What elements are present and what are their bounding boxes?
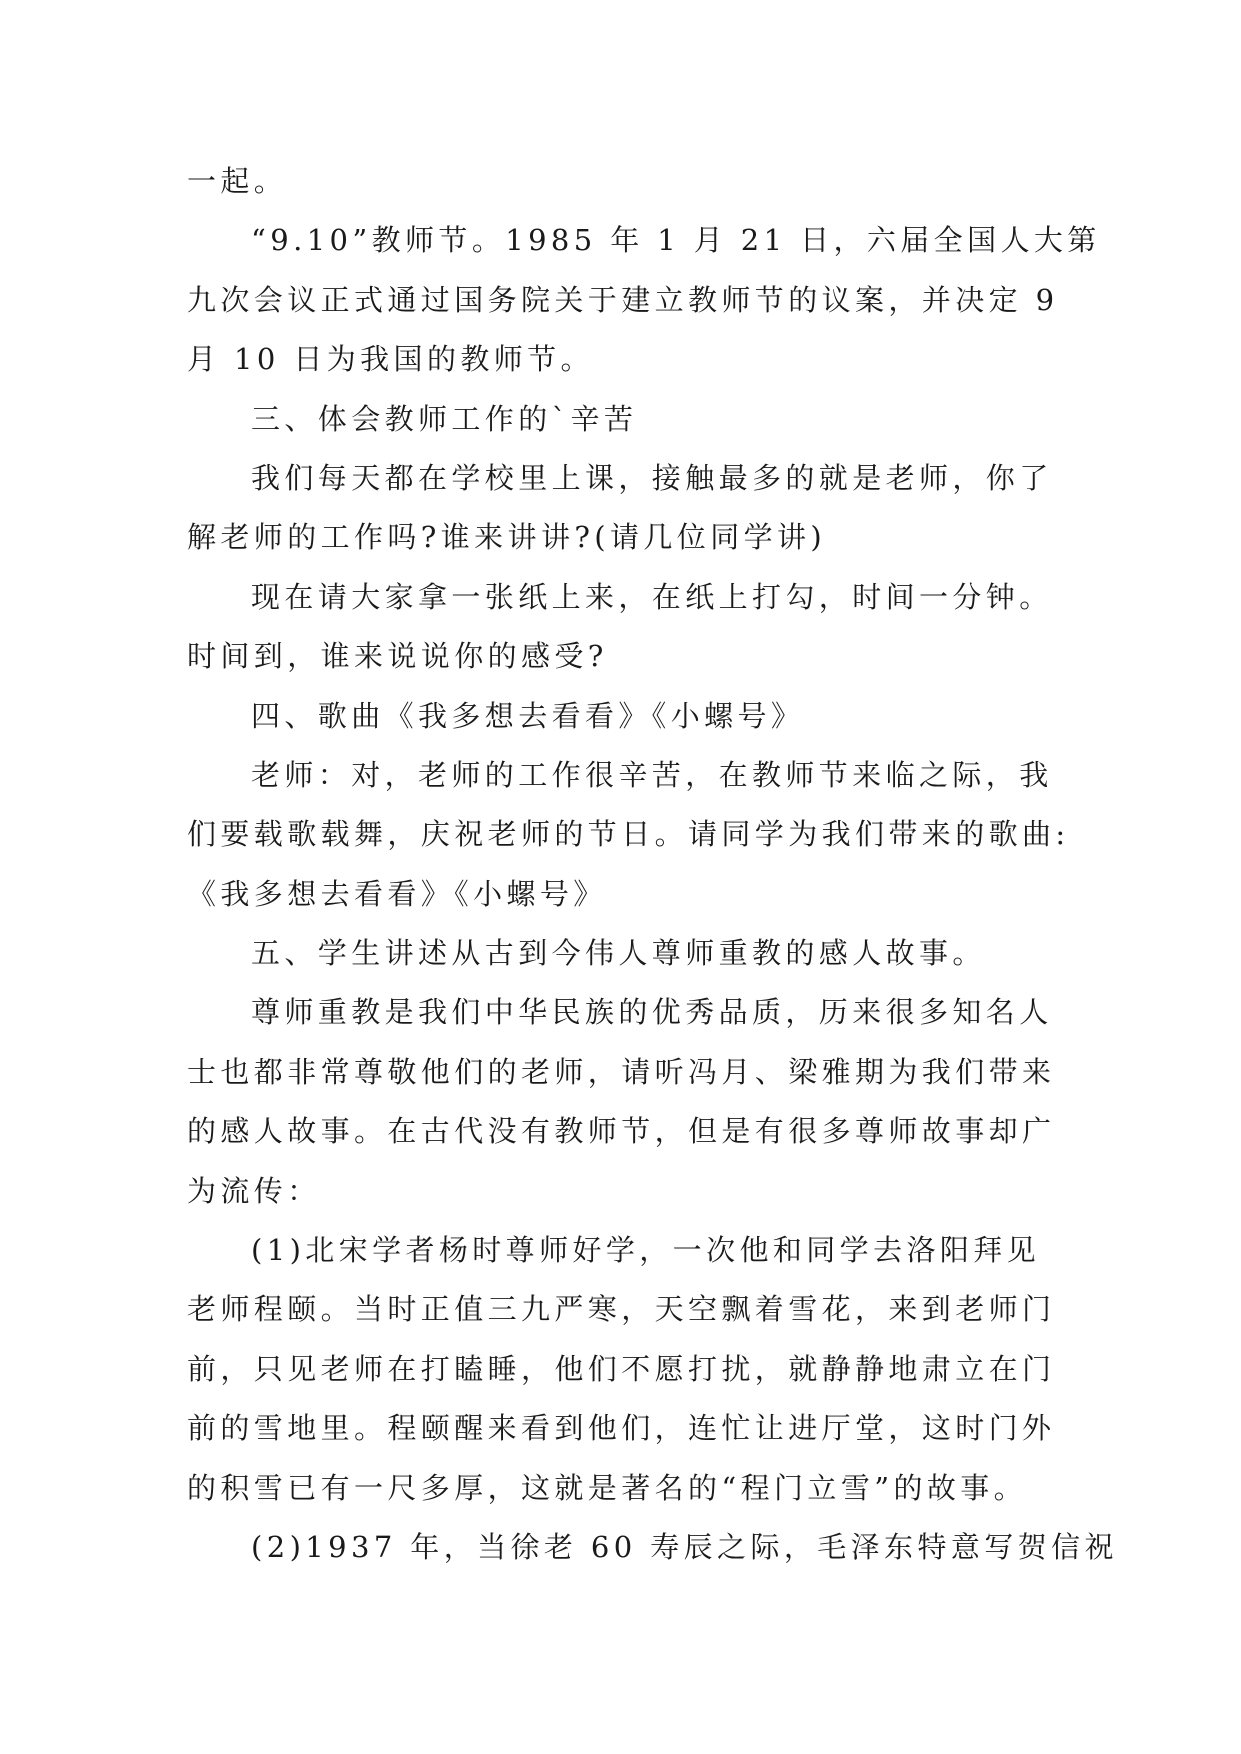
text-line: 我们每天都在学校里上课，接触最多的就是老师，你了 <box>251 460 1053 495</box>
document-body <box>187 152 1118 1577</box>
text-line: 三、体会教师工作的`辛苦 <box>251 401 638 436</box>
text-line: (2)1937 年，当徐老 60 寿辰之际，毛泽东特意写贺信祝 <box>251 1529 1118 1564</box>
text-line: 五、学生讲述从古到今伟人尊师重教的感人故事。 <box>251 936 986 971</box>
text-line: 《我多想去看看》《小螺号》 <box>187 876 607 911</box>
text-line: 解老师的工作吗?谁来讲讲?(请几位同学讲) <box>187 520 827 555</box>
text-line: 月 10 日为我国的教师节。 <box>187 342 594 377</box>
text-line: 前的雪地里。程颐醒来看到他们，连忙让进厅堂，这时门外 <box>187 1411 1056 1446</box>
text-line: 的感人故事。在古代没有教师节，但是有很多尊师故事却广 <box>187 1114 1056 1149</box>
text-line: 尊师重教是我们中华民族的优秀品质，历来很多知名人 <box>251 995 1053 1030</box>
text-line: 前，只见老师在打瞌睡，他们不愿打扰，就静静地肃立在门 <box>187 1351 1056 1386</box>
text-line: 老师：对，老师的工作很辛苦，在教师节来临之际，我 <box>251 757 1053 792</box>
text-line: 现在请大家拿一张纸上来，在纸上打勾，时间一分钟。 <box>251 579 1053 614</box>
text-line: 为流传： <box>187 1173 321 1208</box>
text-line: 四、歌曲《我多想去看看》《小螺号》 <box>251 698 805 733</box>
text-line: 士也都非常尊敬他们的老师，请听冯月、梁雅期为我们带来 <box>187 1054 1056 1089</box>
text-line: 九次会议正式通过国务院关于建立教师节的议案，并决定 9 <box>187 282 1059 317</box>
text-line: 一起。 <box>187 164 288 198</box>
text-line: “9.10”教师节。1985 年 1 月 21 日，六届全国人大第 <box>251 223 1101 258</box>
text-line: 的积雪已有一尺多厚，这就是著名的“程门立雪”的故事。 <box>187 1470 1028 1505</box>
text-line: 时间到，谁来说说你的感受? <box>187 639 608 674</box>
text-line: (1)北宋学者杨时尊师好学，一次他和同学去洛阳拜见 <box>251 1233 1041 1268</box>
text-line: 老师程颐。当时正值三九严寒，天空飘着雪花，来到老师门 <box>187 1292 1056 1327</box>
text-line: 们要载歌载舞，庆祝老师的节日。请同学为我们带来的歌曲: <box>187 817 1070 852</box>
